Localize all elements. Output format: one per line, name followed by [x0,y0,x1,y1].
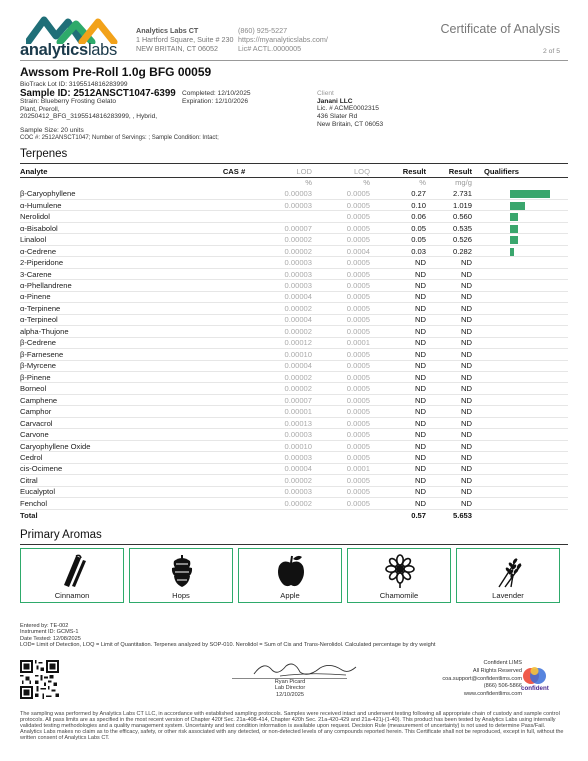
loq-cell: 0.0005 [312,383,370,394]
loq-cell: 0.0004 [312,245,370,256]
result-mg-cell: ND [426,303,472,314]
result-pct-cell: ND [370,372,426,383]
loq-cell: 0.0005 [312,326,370,337]
concentration-bar [510,213,518,221]
page-number: 2 of 5 [542,48,560,55]
result-pct-cell: 0.06 [370,211,426,222]
analyte-cell: β-Myrcene [20,360,210,371]
lod-cell: 0.00002 [258,245,312,256]
logo-wordmark: analyticslabs [20,41,118,59]
result-pct-cell: ND [370,349,426,360]
result-pct-cell: ND [370,360,426,371]
lab-info: Analytics Labs CT 1 Hartford Square, Suite # 230 NEW BRITAIN, CT 06052 [136,26,234,53]
table-row [20,314,568,325]
result-mg-cell: ND [426,360,472,371]
loq-cell: 0.0001 [312,463,370,474]
result-mg-cell: ND [426,406,472,417]
chamomile-icon [382,553,418,589]
lod-cell: 0.00007 [258,222,312,233]
result-pct-cell: 0.10 [370,199,426,210]
result-pct-cell: 0.03 [370,245,426,256]
qualifier-cell [472,349,568,360]
unit-lod: % [305,178,312,188]
lod-cell: 0.00012 [258,337,312,348]
analyte-cell: 2-Piperidone [20,257,210,268]
result-pct-cell: ND [370,463,426,474]
col-result-pct: Result [370,166,426,177]
col-loq: LOQ [312,166,370,177]
col-qualifiers: Qualifiers [472,166,568,177]
lod-cell: 0.00004 [258,463,312,474]
sample-size: Sample Size: 20 units [20,127,84,134]
qualifier-cell [472,268,568,279]
result-mg-cell: ND [426,394,472,405]
result-mg-cell: ND [426,280,472,291]
qualifier-cell [472,406,568,417]
cas-cell [210,245,258,256]
result-mg-cell: ND [426,257,472,268]
lod-cell: 0.00010 [258,440,312,451]
qualifier-cell [472,257,568,268]
result-pct-cell: 0.27 [370,188,426,199]
result-mg-cell: ND [426,498,472,509]
concentration-bar [510,225,518,233]
result-pct-cell: 0.05 [370,222,426,233]
loq-cell: 0.0005 [312,406,370,417]
qualifier-cell [472,199,568,210]
concentration-bar [510,202,525,210]
lod-cell: 0.00004 [258,360,312,371]
cas-cell [210,429,258,440]
qualifier-cell [472,314,568,325]
col-result-mg: Result [426,166,472,177]
result-mg-cell: ND [426,349,472,360]
result-pct-cell: ND [370,337,426,348]
result-pct-cell: ND [370,257,426,268]
aroma-card-lavender [456,548,560,603]
qualifier-cell [472,360,568,371]
result-pct-cell: ND [370,475,426,486]
loq-cell: 0.0005 [312,268,370,279]
qualifier-cell [472,475,568,486]
analyte-cell: Nerolidol [20,211,210,222]
qualifier-cell [472,463,568,474]
table-row [20,211,568,222]
loq-cell: 0.0005 [312,486,370,497]
lod-cell: 0.00003 [258,280,312,291]
lod-cell: 0.00002 [258,234,312,245]
result-mg-cell: 1.019 [426,199,472,210]
analyte-cell: β-Pinene [20,372,210,383]
qualifier-cell [472,291,568,302]
result-pct-cell: ND [370,383,426,394]
concentration-bar [510,248,514,256]
cas-cell [210,199,258,210]
result-mg-cell: 0.560 [426,211,472,222]
analyte-cell: β-Cedrene [20,337,210,348]
analyte-cell: Caryophyllene Oxide [20,440,210,451]
analyte-cell: Carvacrol [20,417,210,428]
loq-cell: 0.0005 [312,199,370,210]
result-mg-cell: 0.535 [426,222,472,233]
lod-cell: 0.00003 [258,429,312,440]
table-units-row [20,177,568,188]
table-row [20,486,568,497]
qualifier-cell [472,417,568,428]
disclaimer: The sampling was performed by Analytics Labs CT LLC, in accordance with established sampling protocols. Samples were received intact and underwent testing following all appropriate chain of custody and sample control protocols. All pass limits are as specified in the most recent version of Chapter 420f Sec. 21a-408-414, Chapter 420h Sec. 21a-420-429 and 21a-421j-(1-40). This product has been tested by Analytics Labs using internally validated testing methodologies and a quality management system. Uncertainty and test condition information is available upon request. Decision Rule (measurement of uncertainty) is not used to determine Pass/Fail. Analytics Labs makes no claim as to the efficacy, safety, or other risk associated with any detected, or non-detected levels of any compounds reported herein. This Certificate shall not be reproduced, except in full, without the written consent of Analytics Labs CT. [20,711,564,742]
table-row [20,429,568,440]
table-row [20,383,568,394]
loq-cell: 0.0005 [312,257,370,268]
cas-cell [210,360,258,371]
qualifier-cell [472,326,568,337]
signer-block: Ryan Picard Lab Director 12/10/2025 [274,679,306,698]
cas-cell [210,337,258,348]
loq-cell: 0.0005 [312,360,370,371]
loq-cell: 0.0005 [312,349,370,360]
result-pct-cell: ND [370,406,426,417]
cas-cell [210,349,258,360]
cas-cell [210,486,258,497]
col-analyte: Analyte [20,166,210,177]
analyte-cell: α-Terpineol [20,314,210,325]
cas-cell [210,280,258,291]
table-row [20,291,568,302]
document-title: Certificate of Analysis [440,22,560,36]
dates: Completed: 12/10/2025 Expiration: 12/10/2026 [182,90,251,105]
col-lod: LOD [258,166,312,177]
result-pct-cell: ND [370,486,426,497]
qualifier-cell [472,188,568,199]
cinnamon-icon [55,553,91,589]
table-row [20,245,568,256]
confident-website-link[interactable]: www.confidentlims.com [463,691,522,698]
cas-cell [210,211,258,222]
table-row [20,268,568,279]
loq-cell: 0.0005 [312,498,370,509]
aroma-card-apple [238,548,342,603]
result-mg-cell: 0.526 [426,234,472,245]
analyte-cell: cis-Ocimene [20,463,210,474]
qualifier-cell [472,429,568,440]
total-label: Total [20,509,210,520]
product-name: Awssom Pre-Roll 1.0g BFG 00059 [20,65,212,79]
lab-website-link[interactable]: https://myanalyticslabs.com/ [238,35,328,44]
lod-cell: 0.00002 [258,303,312,314]
qr-code-icon[interactable] [20,660,59,699]
table-row [20,406,568,417]
loq-cell: 0.0005 [312,429,370,440]
loq-cell: 0.0005 [312,222,370,233]
confident-wordmark: confident [521,685,549,692]
lod-cell: 0.00003 [258,199,312,210]
aroma-card-chamomile [347,548,451,603]
lod-cell [258,211,312,222]
analyte-cell: α-Pinene [20,291,210,302]
terpenes-table-body [20,188,568,509]
aroma-card-cinnamon [20,548,124,603]
table-row [20,337,568,348]
lod-cell: 0.00013 [258,417,312,428]
loq-cell: 0.0005 [312,314,370,325]
cas-cell [210,394,258,405]
result-mg-cell: ND [426,463,472,474]
lod-cell: 0.00004 [258,314,312,325]
loq-cell: 0.0005 [312,394,370,405]
aroma-label: Cinnamon [54,591,90,600]
aromas-section-title: Primary Aromas [20,529,102,541]
result-pct-cell: ND [370,440,426,451]
cas-cell [210,222,258,233]
analyte-cell: alpha-Thujone [20,326,210,337]
qualifier-cell [472,383,568,394]
qualifier-cell [472,452,568,463]
analyte-cell: Camphor [20,406,210,417]
aromas-divider [20,544,568,545]
loq-cell: 0.0005 [312,188,370,199]
lod-cell: 0.00003 [258,452,312,463]
result-pct-cell: ND [370,280,426,291]
result-mg-cell: ND [426,314,472,325]
analyte-cell: Camphene [20,394,210,405]
analyte-cell: Carvone [20,429,210,440]
client-info: Client Janani LLC Lic. # ACME0002315 436 Slater Rd New Britain, CT 06053 [317,90,384,128]
result-pct-cell: 0.05 [370,234,426,245]
qualifier-cell [472,303,568,314]
table-row [20,498,568,509]
loq-cell: 0.0005 [312,440,370,451]
lod-cell: 0.00003 [258,268,312,279]
terpenes-divider [20,163,568,164]
cas-cell [210,268,258,279]
qualifier-cell [472,486,568,497]
table-row [20,452,568,463]
support-email-link[interactable]: coa.support@confidentlims.com [442,675,522,682]
analyte-cell: β-Caryophyllene [20,188,210,199]
loq-cell: 0.0005 [312,303,370,314]
loq-cell: 0.0005 [312,475,370,486]
qualifier-cell [472,234,568,245]
aroma-card-hops [129,548,233,603]
lod-cell: 0.00004 [258,291,312,302]
loq-cell: 0.0005 [312,211,370,222]
result-mg-cell: 2.731 [426,188,472,199]
table-header-row [20,166,568,177]
result-pct-cell: ND [370,303,426,314]
lod-cell: 0.00010 [258,349,312,360]
analyte-cell: α-Cedrene [20,245,210,256]
loq-cell: 0.0005 [312,280,370,291]
signature-icon [250,658,360,680]
analyte-cell: β-Farnesene [20,349,210,360]
loq-cell: 0.0005 [312,372,370,383]
lod-cell: 0.00002 [258,326,312,337]
analyte-cell: α-Terpinene [20,303,210,314]
table-row [20,417,568,428]
lod-cell: 0.00001 [258,406,312,417]
lod-cell: 0.00003 [258,486,312,497]
loq-cell: 0.0005 [312,234,370,245]
result-mg-cell: ND [426,452,472,463]
table-row [20,188,568,199]
table-row [20,463,568,474]
qualifier-cell [472,211,568,222]
concentration-bar [510,236,518,244]
cas-cell [210,188,258,199]
cas-cell [210,440,258,451]
col-cas: CAS # [210,166,258,177]
total-row [20,509,568,520]
lod-cell: 0.00003 [258,257,312,268]
analyte-cell: Linalool [20,234,210,245]
analyte-cell: α-Bisabolol [20,222,210,233]
table-row [20,394,568,405]
lavender-icon [491,553,527,589]
result-mg-cell: ND [426,326,472,337]
result-mg-cell: ND [426,475,472,486]
aroma-label: Lavender [492,591,524,600]
result-mg-cell: 0.282 [426,245,472,256]
qualifier-cell [472,440,568,451]
loq-cell: 0.0001 [312,337,370,348]
result-pct-cell: ND [370,429,426,440]
loq-cell: 0.0005 [312,452,370,463]
result-pct-cell: ND [370,498,426,509]
result-pct-cell: ND [370,394,426,405]
result-pct-cell: ND [370,314,426,325]
lod-cell: 0.00002 [258,383,312,394]
result-mg-cell: ND [426,372,472,383]
table-row [20,199,568,210]
qualifier-cell [472,222,568,233]
sample-id: Sample ID: 2512ANSCT1047-6399 [20,88,176,99]
coc-info: COC #: 2512ANSCT1047; Number of Servings: ; Sample Condition: Intact; [20,135,219,141]
cas-cell [210,406,258,417]
cas-cell [210,257,258,268]
lod-cell: 0.00007 [258,394,312,405]
table-row [20,280,568,291]
hops-icon [164,553,200,589]
lod-cell: 0.00002 [258,372,312,383]
terpenes-table [20,166,568,521]
table-row [20,475,568,486]
product-details: Strain: Blueberry Frosting Gelato Plant, Preroll, 20250412_BFG_3195514816283999, , Hybrid, [20,98,158,121]
result-pct-cell: ND [370,452,426,463]
cas-cell [210,372,258,383]
result-mg-cell: ND [426,440,472,451]
analyte-cell: Citral [20,475,210,486]
table-row [20,326,568,337]
cas-cell [210,314,258,325]
analyte-cell: Eucalyptol [20,486,210,497]
qualifier-cell [472,245,568,256]
cas-cell [210,291,258,302]
loq-cell: 0.0005 [312,291,370,302]
table-row [20,440,568,451]
qualifier-cell [472,337,568,348]
terpenes-section-title: Terpenes [20,148,68,160]
cas-cell [210,463,258,474]
table-row [20,257,568,268]
result-mg-cell: ND [426,417,472,428]
cas-cell [210,326,258,337]
lod-cell: 0.00002 [258,475,312,486]
cas-cell [210,498,258,509]
table-row [20,372,568,383]
table-row [20,234,568,245]
lab-contact: (860) 925-5227 https://myanalyticslabs.com/ Lic# ACTL.0000005 [238,26,328,53]
cas-cell [210,417,258,428]
header-divider [20,60,568,61]
result-mg-cell: ND [426,291,472,302]
result-pct-cell: ND [370,268,426,279]
unit-result-mg: mg/g [455,178,472,188]
qualifier-cell [472,280,568,291]
confident-lims-info: Confident LIMS All Rights Reserved coa.support@confidentlims.com (866) 506-5866 www.confidentlims.com [442,660,522,698]
analyte-cell: Fenchol [20,498,210,509]
analyte-cell: α-Phellandrene [20,280,210,291]
analyte-cell: Cedrol [20,452,210,463]
apple-icon [273,553,309,589]
table-row [20,303,568,314]
qualifier-cell [472,498,568,509]
qualifier-cell [472,372,568,383]
cas-cell [210,475,258,486]
test-info: Entered by: TE-002 Instrument ID: GCMS-1 Date Tested: 12/08/2025 LOD= Limit of Detection, LOQ = Limit of Quantitation. Terpenes analyzed by SOP-010. Nerolidol = Sum of Cis and Trans-Nerolidol. Calculated percentage by dry weight [20,623,436,649]
analyte-cell: Borneol [20,383,210,394]
cas-cell [210,383,258,394]
qualifier-cell [472,394,568,405]
total-mg: 5.653 [426,509,472,520]
loq-cell: 0.0005 [312,417,370,428]
total-pct: 0.57 [370,509,426,520]
result-pct-cell: ND [370,417,426,428]
table-row [20,349,568,360]
analyte-cell: α-Humulene [20,199,210,210]
concentration-bar [510,190,550,198]
result-pct-cell: ND [370,291,426,302]
aroma-label: Chamomile [379,591,419,600]
cas-cell [210,303,258,314]
aroma-label: Apple [280,591,300,600]
result-pct-cell: ND [370,326,426,337]
analytics-labs-logo-icon [26,16,118,44]
unit-result-pct: % [419,178,426,188]
result-mg-cell: ND [426,337,472,348]
result-mg-cell: ND [426,429,472,440]
cas-cell [210,452,258,463]
result-mg-cell: ND [426,383,472,394]
result-mg-cell: ND [426,268,472,279]
lod-cell: 0.00002 [258,498,312,509]
analyte-cell: 3-Carene [20,268,210,279]
result-mg-cell: ND [426,486,472,497]
biotrack-lot-id: BioTrack Lot ID: 3195514816283999 [20,81,128,88]
table-row [20,360,568,371]
aroma-label: Hops [172,591,190,600]
lod-cell: 0.00003 [258,188,312,199]
cas-cell [210,234,258,245]
table-row [20,222,568,233]
unit-loq: % [363,178,370,188]
